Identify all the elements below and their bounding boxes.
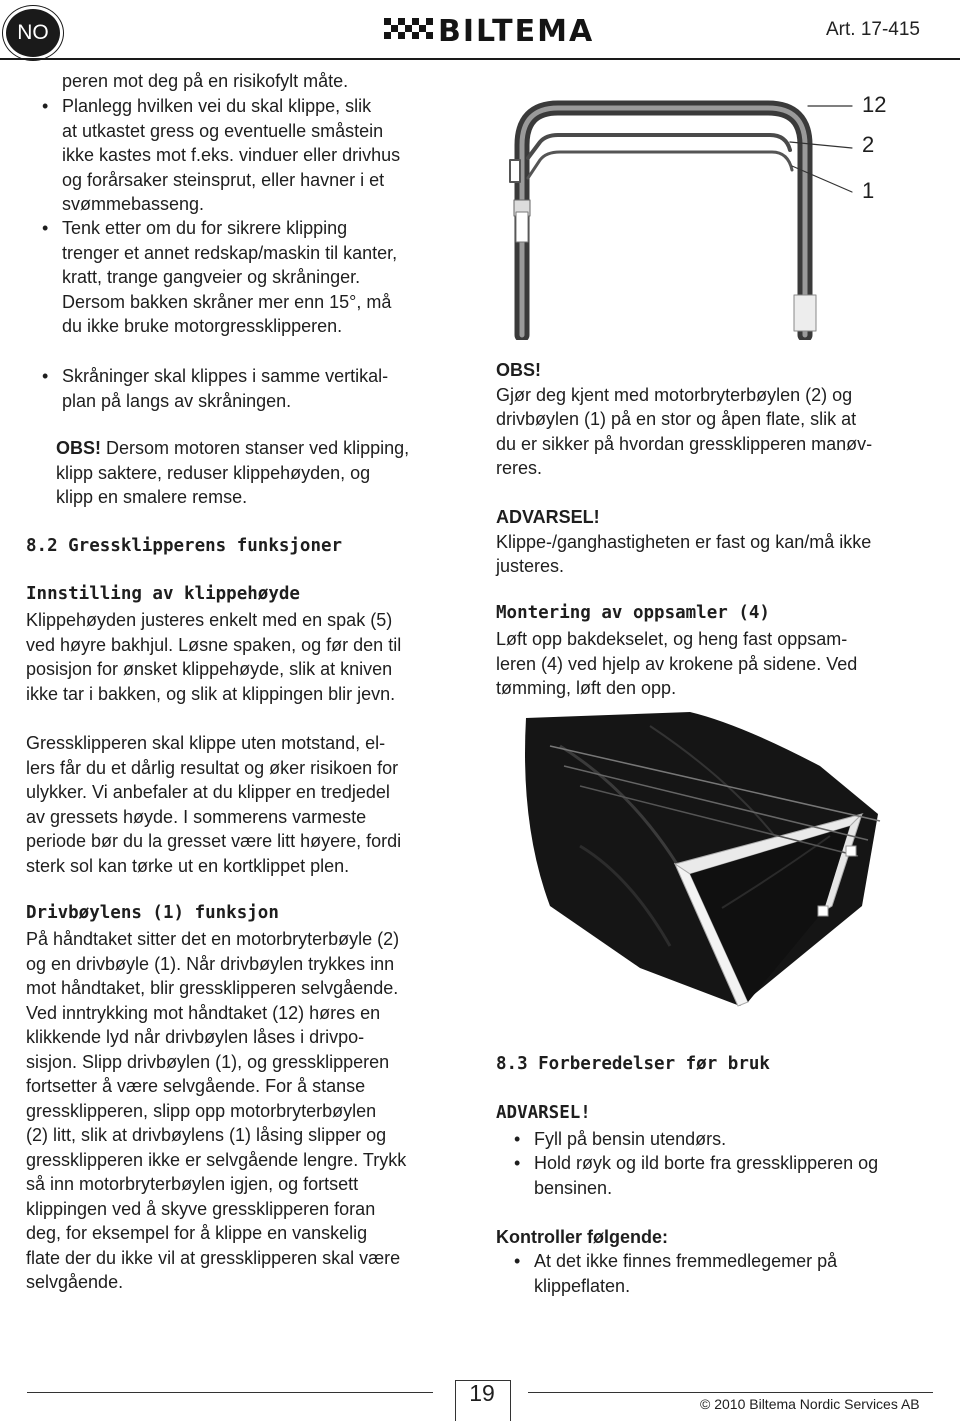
list-item: • At det ikke finnes fremmedlegemer på klippeflaten. bbox=[509, 1249, 837, 1298]
paragraph-collector: Løft opp bakdekselet, og heng fast oppsam- leren (4) ved hjelp av krokene på sidene. Ved tømming, løft den opp. bbox=[496, 629, 858, 698]
language-badge: NO bbox=[3, 6, 63, 60]
warning-label: ADVARSEL! bbox=[496, 507, 600, 527]
paragraph-continued: peren mot deg på en risikofylt måte. bbox=[62, 71, 349, 91]
list-item: • Skråninger skal klippes i samme vertikal- plan på langs av skråningen. bbox=[37, 364, 388, 413]
callout-label: 12 bbox=[862, 92, 887, 117]
warning-note bbox=[496, 505, 871, 579]
subheading-cutting-height: Innstilling av klippehøyde bbox=[26, 584, 300, 604]
handle-figure bbox=[500, 80, 900, 340]
callout-label: 1 bbox=[862, 178, 875, 203]
page-number: 19 bbox=[469, 1380, 495, 1406]
section-heading-8-3: 8.3 Forberedelser før bruk bbox=[496, 1054, 770, 1074]
list-item: • Tenk etter om du for sikrere klipping trenger et annet redskap/maskin til kanter, kratt, trange gangveier og skråninger. Dersom bakken skråner mer enn 15°, må du ikke bruke motorgressklipperen. bbox=[37, 216, 397, 339]
obs-text: Dersom motoren stanser ved klipping, klipp saktere, reduser klippehøyden, og klipp en smalere remse. bbox=[56, 438, 410, 507]
obs-note bbox=[56, 436, 409, 510]
obs-label: OBS! bbox=[56, 438, 101, 458]
checker-icon bbox=[382, 12, 438, 48]
article-number: Art. 17-415 bbox=[826, 19, 920, 40]
subheading-drive-bar: Drivbøylens (1) funksjon bbox=[26, 903, 279, 923]
obs-label: OBS! bbox=[496, 360, 541, 380]
paragraph-cutting-height: Klippehøyden justeres enkelt med en spak (5) ved høyre bakhjul. Løsne spaken, og før den til posisjon for ønsket klippehøyde, slik at kniven ikke tar i bakken, og slik at klippingen blir jevn. bbox=[26, 610, 402, 704]
list-item: • Planlegg hvilken vei du skal klippe, slik at utkastet gress og eventuelle småstein ikke kastes mot f.eks. vinduer eller drivhus og forårsaker steinsprut, eller havner i et svømmebasseng. bbox=[37, 94, 400, 217]
subheading-collector: Montering av oppsamler (4) bbox=[496, 603, 770, 623]
section-heading-8-2: 8.2 Gressklipperens funksjoner bbox=[26, 536, 343, 556]
copyright: © 2010 Biltema Nordic Services AB bbox=[700, 1396, 920, 1412]
obs-note-right bbox=[496, 358, 872, 481]
callout-label: 2 bbox=[862, 132, 875, 157]
biltema-logo bbox=[382, 12, 595, 49]
grass-collector-figure bbox=[490, 706, 910, 1026]
logo-wordmark: BILTEMA bbox=[438, 14, 595, 49]
list-item: • Hold røyk og ild borte fra gressklipperen og bensinen. bbox=[509, 1151, 878, 1200]
paragraph-cutting-advice: Gressklipperen skal klippe uten motstand, el- lers får du et dårlig resultat og øker risikoen for ulykker. Vi anbefaler at du klipper en tredjedel av gressets høyde. I sommerens varmeste periode bør du la gresset være litt høyere, fordi sterk sol kan tørke ut en kortklippet plen. bbox=[26, 733, 402, 876]
warning-heading: ADVARSEL! bbox=[496, 1103, 591, 1123]
obs-text: Gjør deg kjent med motorbryterbøylen (2) og drivbøylen (1) på en stor og åpen flate, slik at du er sikker på hvordan gressklipperen manøv- reres. bbox=[496, 384, 873, 478]
paragraph-drive-bar: På håndtaket sitter det en motorbryterbøyle (2) og en drivbøyle (1). Når drivbøylen trykkes inn mot håndtaket, blir gressklipperen selvgående. Ved inntrykking mot håndtaket (12) høres en klikkende lyd når drivbøylen låses i drivpo- sisjon. Slipp drivbøylen (1), og gressklipperen fortsetter å være selvgående. For å stanse gressklipperen, slipp opp motorbryterbøylen (2) litt, slik at drivbøylens (1) låsing slipper og gressklipperen ikke er selvgående lengre. Trykk så inn motorbryterbøylen igjen, og fortsett klippingen ved å skyve gressklipperen foran deg, for eksempel for å klippe en vanskelig flate der du ikke vil at gressklipperen skal være selvgående. bbox=[26, 929, 407, 1292]
footer-divider bbox=[27, 1392, 433, 1393]
list-item: • Fyll på bensin utendørs. bbox=[509, 1127, 726, 1152]
warning-text: Klippe-/ganghastigheten er fast og kan/må ikke justeres. bbox=[496, 531, 872, 576]
footer-divider bbox=[528, 1392, 933, 1393]
header-divider bbox=[0, 58, 960, 60]
checklist-heading: Kontroller følgende: bbox=[496, 1227, 668, 1247]
